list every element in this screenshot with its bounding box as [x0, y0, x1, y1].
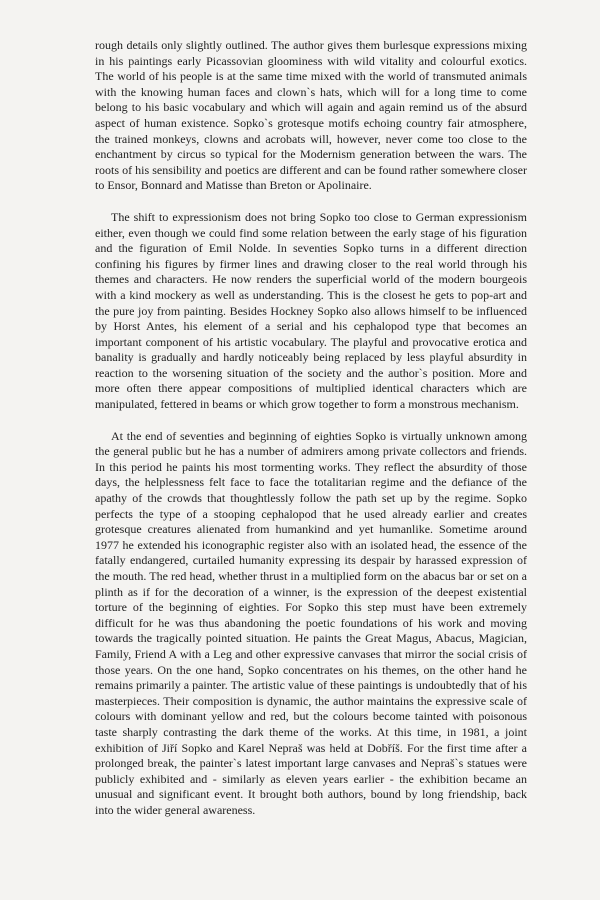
paragraph-expressionism-shift: The shift to expressionism does not bring Sopko too close to German expressionism either, even though we could find some relation between the early stage of his figuration and the figuration of Emil Nolde. In seventies Sopko turns in a different direction confining his figures by firmer lines and drawing closer to the real world through his themes and characters. He now renders the superficial world of the modern bourgeois with a kind mockery as well as understanding. This is the closest he gets to pop-art and the pure joy from painting. Besides Hockney Sopko also allows himself to be influenced by Horst Antes, his element of a serial and his cephalopod type that becomes an important component of his artistic vocabulary. The playful and provocative erotica and banality is gradually and hardly noticeably being replaced by less playful absurdity in reaction to the worsening situation of the society and the author`s position. More and more often there appear compositions of multiplied identical characters which are manipulated, fettered in beams or which grow together to form a monstrous mechanism. [95, 209, 527, 412]
paragraph-eighties: At the end of seventies and beginning of eighties Sopko is virtually unknown among the general public but he has a number of admirers among private collectors and friends. In this period he paints his most tormenting works. They reflect the absurdity of those days, the helplessness felt face to face the totalitarian regime and the defiance of the apathy of the crowds that thoughtlessly follow the path set up by the regime. Sopko perfects the type of a stooping cephalopod that he used already earlier and creates grotesque creatures alienated from humankind and yet humanlike. Sometime around 1977 he extended his iconographic register also with an isolated head, the essence of the fatally endangered, curtailed humanity expressing its despair by harassed expression of the mouth. The red head, whether thrust in a multiplied form on the abacus bar or set on a plinth as if for the decoration of a winner, is the expression of the deepest existential torture of the beginning of eighties. For Sopko this step must have been extremely difficult for he was thus abandoning the poetic foundations of his work and moving towards the tragically pointed situation. He paints the Great Magus, Abacus, Magician, Family, Friend A with a Leg and other expressive canvases that mirror the social crisis of those years. On the one hand, Sopko concentrates on his themes, on the other hand he remains primarily a painter. The artistic value of these paintings is undoubtedly that of his masterpieces. Their composition is dynamic, the author maintains the expressive scale of colours with dominant yellow and red, but the colours become tainted with poisonous taste sharply contrasting the dark theme of the works. At this time, in 1981, a joint exhibition of Jiří Sopko and Karel Nepraš was held at Dobříš. For the first time after a prolonged break, the painter`s latest important large canvases and Nepraš`s statues were publicly exhibited and - similarly as eleven years earlier - the exhibition became an unusual and significant event. It brought both authors, bound by long friendship, back into the wider general awareness. [95, 428, 527, 817]
paragraph-continuation: rough details only slightly outlined. The author gives them burlesque expressions mixing in his paintings early Picassovian gloominess with wild vitality and colourful exotics. The world of his people is at the same time mixed with the world of transmuted animals with the knowing human faces and clown`s hats, which will for a long time to come belong to his basic vocabulary and which will again and again remind us of the absurd aspect of human existence. Sopko`s grotesque motifs echoing country fair atmosphere, the trained monkeys, clowns and acrobats will, however, never come too close to the enchantment by circus so typical for the Modernism generation between the wars. The roots of his sensibility and poetics are different and can be found rather somewhere closer to Ensor, Bonnard and Matisse than Breton or Apolinaire. [95, 38, 527, 193]
article-body [95, 38, 527, 819]
